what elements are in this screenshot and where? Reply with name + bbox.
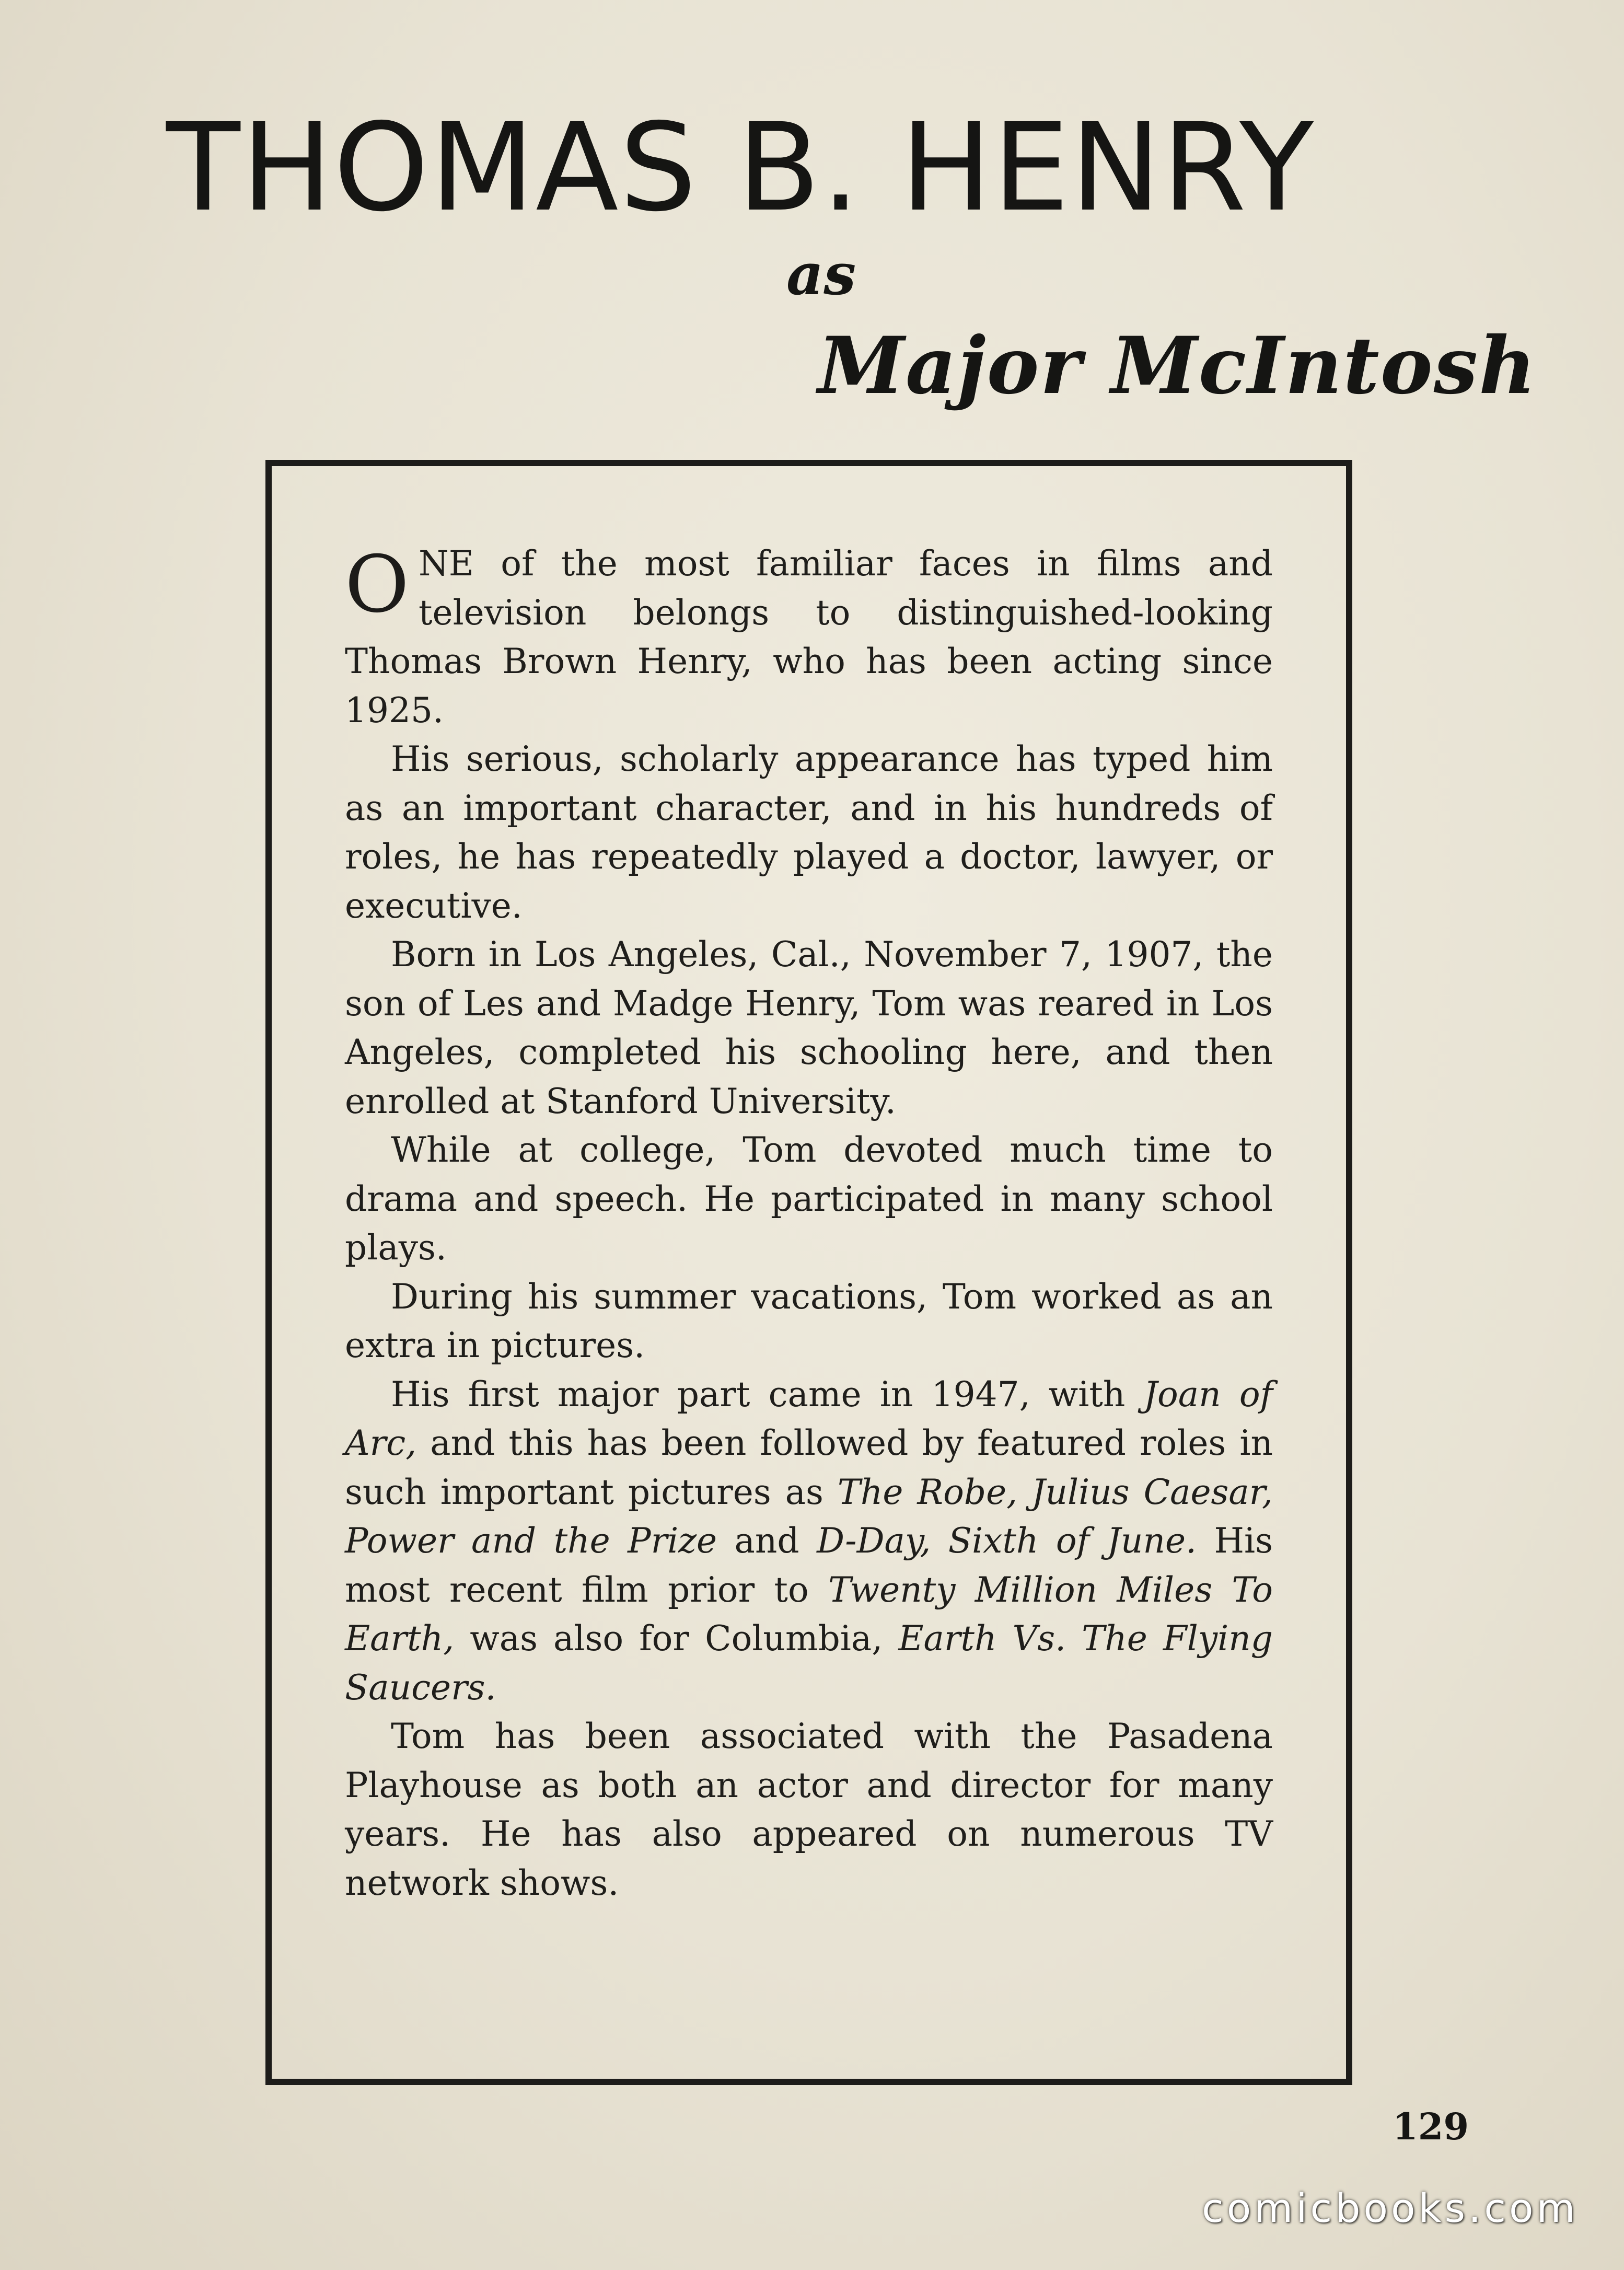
bio-paragraph (345, 539, 1273, 735)
bio-text-run: and (717, 1521, 817, 1561)
biography-text (345, 539, 1273, 1907)
bio-text-run: While at college, Tom devoted much time to drama and speech. He participated in many school plays. (345, 1130, 1273, 1268)
film-title: Twenty Million Miles To Earth, (345, 1569, 1273, 1659)
film-title: Earth Vs. The Flying Saucers. (345, 1618, 1273, 1708)
film-title: The Robe, Julius Caesar, Power and the Prize (345, 1472, 1273, 1561)
bio-text-run: and this has been followed by featured roles in such important pictures as (345, 1423, 1273, 1512)
bio-text-run: His first major part came in 1947, with (391, 1374, 1144, 1415)
bio-text-run: Born in Los Angeles, Cal., November 7, 1907, the son of Les and Madge Henry, Tom was reared in Los Angeles, completed his schooling here, and then enrolled at Stanford University. (345, 934, 1273, 1121)
biography-box (265, 460, 1352, 2085)
bio-text-run: His serious, scholarly appearance has typed him as an important character, and in his hundreds of roles, he has repeatedly played a doctor, lawyer, or executive. (345, 739, 1273, 926)
film-title: D-Day, Sixth of June. (817, 1521, 1197, 1561)
bio-paragraph (345, 930, 1273, 1126)
bio-paragraph (345, 1712, 1273, 1907)
bio-text-run: Tom has been associated with the Pasadena Playhouse as both an actor and director for many years. He has also appeared on numerous TV network shows. (345, 1716, 1273, 1903)
bio-text-run: During his summer vacations, Tom worked as an extra in pictures. (345, 1276, 1273, 1365)
bio-text-run: His most recent film prior to (345, 1521, 1273, 1610)
page-title: THOMAS B. HENRY (166, 97, 1315, 238)
bio-text-run: was also for Columbia, (454, 1618, 899, 1659)
bio-paragraph (345, 1126, 1273, 1272)
bio-paragraph (345, 1370, 1273, 1712)
bio-text-run: NE of the most familiar faces in films and television belongs to distinguished-looking Thomas Brown Henry, who has been acting since 1925. (345, 543, 1273, 731)
bio-paragraph (345, 735, 1273, 930)
role-name: Major McIntosh (818, 320, 1537, 412)
title-connector: as (786, 240, 856, 308)
film-title: Joan of Arc, (345, 1374, 1273, 1463)
site-watermark: comicbooks.com (1202, 2185, 1579, 2231)
page-number: 129 (1393, 2105, 1469, 2148)
drop-cap: O (345, 539, 409, 630)
bio-paragraph (345, 1272, 1273, 1370)
